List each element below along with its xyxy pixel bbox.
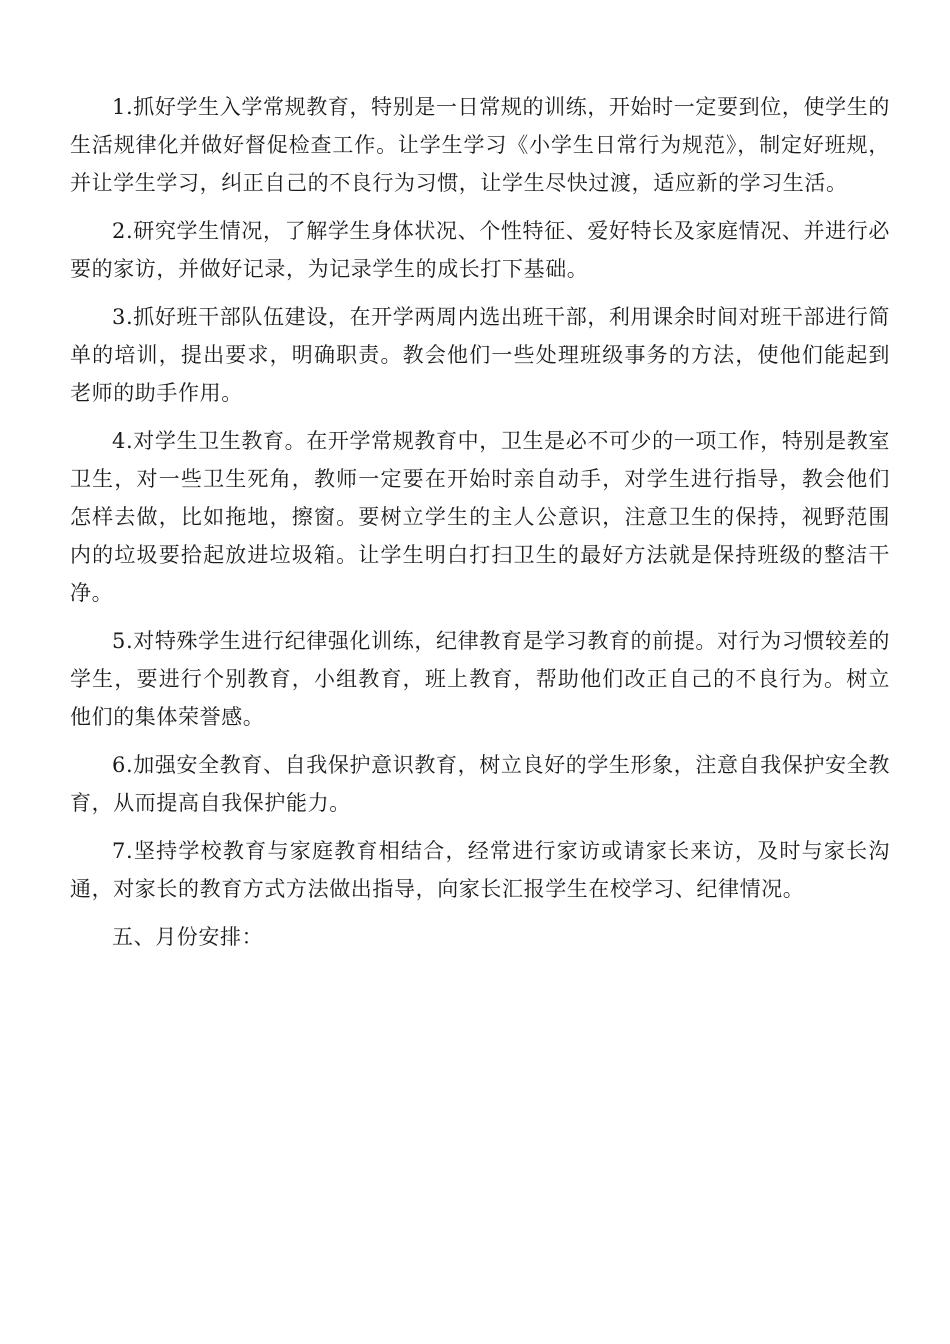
document-body bbox=[70, 88, 890, 956]
paragraph-1: 1.抓好学生入学常规教育，特别是一日常规的训练，开始时一定要到位，使学生的生活规律化并做好督促检查工作。让学生学习《小学生日常行为规范》，制定好班规，并让学生学习，纠正自己的不良行为习惯，让学生尽快过渡，适应新的学习生活。 bbox=[70, 95, 890, 195]
paragraph-3: 3.抓好班干部队伍建设，在开学两周内选出班干部，利用课余时间对班干部进行简单的培训，提出要求，明确职责。教会他们一些处理班级事务的方法，使他们能起到老师的助手作用。 bbox=[70, 305, 890, 405]
paragraph-4: 4.对学生卫生教育。在开学常规教育中，卫生是必不可少的一项工作，特别是教室卫生，对一些卫生死角，教师一定要在开始时亲自动手，对学生进行指导，教会他们怎样去做，比如拖地，擦窗。要树立学生的主人公意识，注意卫生的保持，视野范围内的垃圾要拾起放进垃圾箱。让学生明白打扫卫生的最好方法就是保持班级的整洁干净。 bbox=[70, 429, 890, 605]
paragraph-5: 5.对特殊学生进行纪律强化训练，纪律教育是学习教育的前提。对行为习惯较差的学生，要进行个别教育，小组教育，班上教育，帮助他们改正自己的不良行为。树立他们的集体荣誉感。 bbox=[70, 629, 890, 729]
section-heading: 五、月份安排： bbox=[112, 925, 264, 949]
paragraph-2: 2.研究学生情况，了解学生身体状况、个性特征、爱好特长及家庭情况、并进行必要的家访，并做好记录，为记录学生的成长打下基础。 bbox=[70, 219, 890, 281]
paragraph-6: 6.加强安全教育、自我保护意识教育，树立良好的学生形象，注意自我保护安全教育，从而提高自我保护能力。 bbox=[70, 753, 890, 815]
paragraph-7: 7.坚持学校教育与家庭教育相结合，经常进行家访或请家长来访，及时与家长沟通，对家长的教育方式方法做出指导，向家长汇报学生在校学习、纪律情况。 bbox=[70, 839, 890, 901]
